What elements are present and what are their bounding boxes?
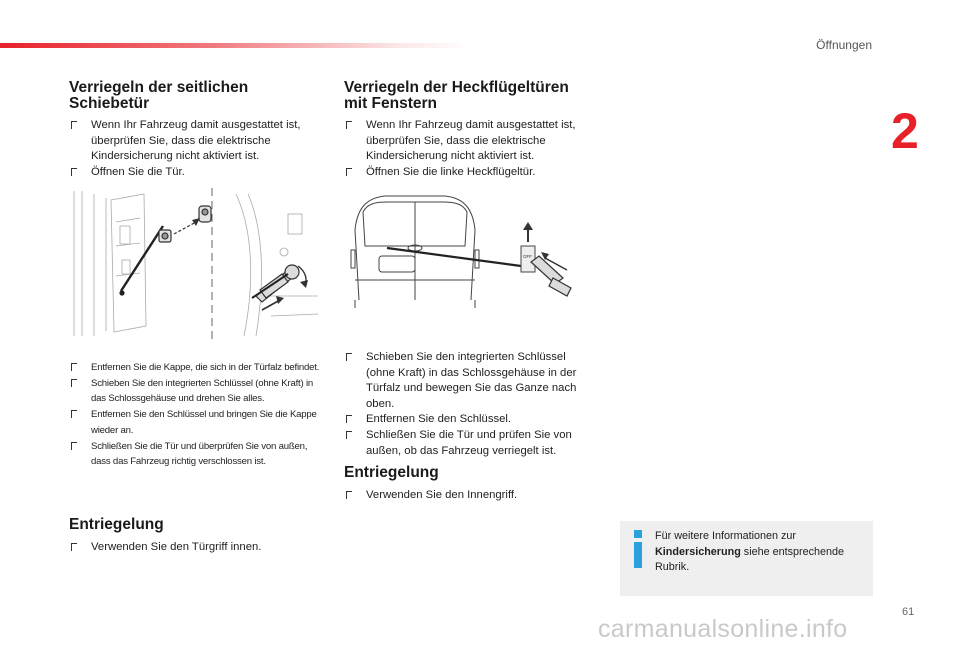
page-number: 61 [902,606,915,618]
list-item: Wenn Ihr Fahrzeug damit ausgestattet ist, überprüfen Sie, dass die elektrische Kindersicherung nicht aktiviert ist. [344,118,594,165]
list-item: Schieben Sie den integrierten Schlüssel (ohne Kraft) in das Schlossgehäuse in der Türfalz und bewegen Sie das Ganze nach oben. [344,350,596,412]
left-intro-list [69,118,307,180]
list-item: Entfernen Sie den Schlüssel und bringen Sie die Kappe wieder an. [69,407,325,438]
rear-door-lock-illustration [345,190,585,310]
header-accent-bar [0,43,470,48]
list-item: Schieben Sie den integrierten Schlüssel (ohne Kraft) in das Schlossgehäuse und drehen Sie alles. [69,376,325,407]
list-item: Schließen Sie die Tür und überprüfen Sie von außen, dass das Fahrzeug richtig verschlossen ist. [69,439,325,470]
list-item: Schließen Sie die Tür und prüfen Sie von außen, ob das Fahrzeug verriegelt ist. [344,428,596,459]
left-title: Verriegeln der seitlichen Schiebetür [69,79,249,112]
right-unlock-list [344,488,594,504]
lock-off-label: OFF [523,254,532,259]
right-unlock-title: Entriegelung [344,464,439,481]
sliding-door-lock-illustration [66,186,322,342]
list-item: Öffnen Sie die linke Heckflügeltür. [344,165,594,181]
info-text-bold: Kindersicherung [655,545,741,558]
watermark: carmanualsonline.info [598,615,848,643]
left-unlock-list [69,540,309,556]
info-icon [631,530,645,570]
left-steps-list [69,360,325,470]
chapter-number: 2 [891,103,919,159]
right-steps-list [344,350,596,459]
info-text-before: Für weitere Informationen zur [655,530,797,542]
left-unlock-title: Entriegelung [69,516,164,533]
section-title: Öffnungen [816,38,872,52]
info-text-after: siehe entsprechende Rubrik. [655,545,845,573]
right-intro-list [344,118,594,180]
list-item: Öffnen Sie die Tür. [69,165,307,181]
right-title: Verriegeln der Heckflügeltüren mit Fenstern [344,79,569,112]
list-item: Verwenden Sie den Innengriff. [344,488,594,504]
info-box [620,521,873,596]
list-item: Entfernen Sie den Schlüssel. [344,412,596,428]
list-item: Entfernen Sie die Kappe, die sich in der Türfalz befindet. [69,360,325,376]
info-text [655,529,867,576]
list-item: Wenn Ihr Fahrzeug damit ausgestattet ist, überprüfen Sie, dass die elektrische Kindersicherung nicht aktiviert ist. [69,118,307,165]
list-item: Verwenden Sie den Türgriff innen. [69,540,309,556]
